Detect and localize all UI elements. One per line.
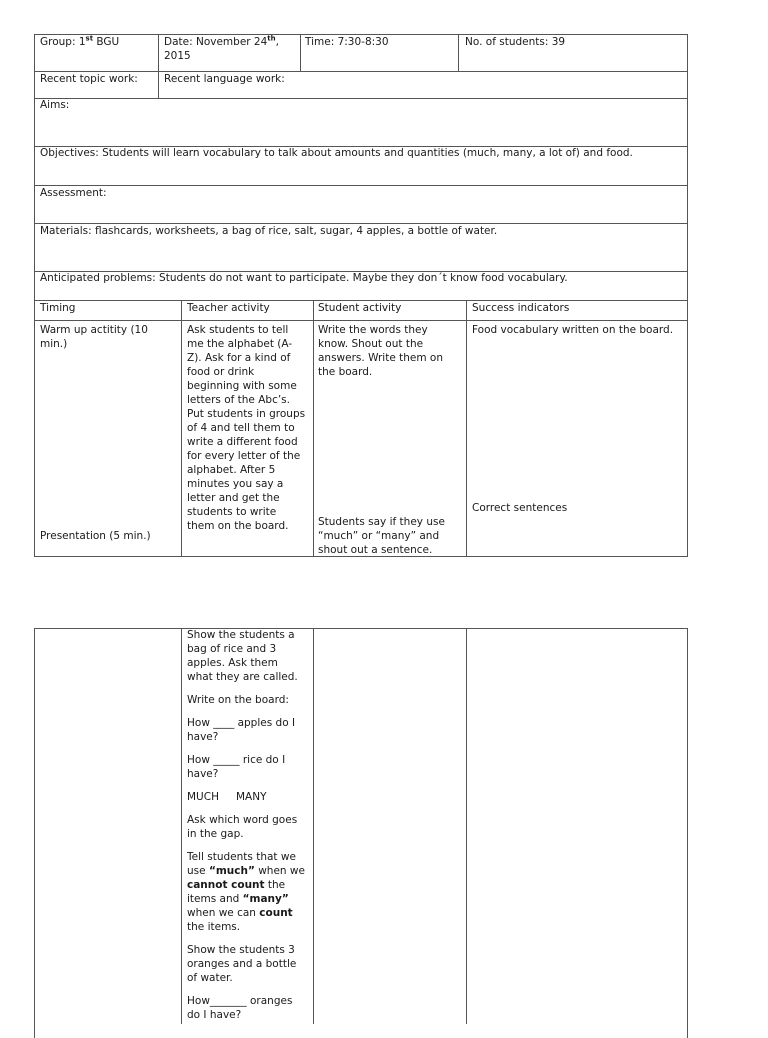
text-line: Put students in groups [187,408,306,420]
text-line: bag of rice and 3 [187,643,277,655]
text-line: Show the students a [187,629,295,641]
date-cell: Date: November 24th, [164,34,279,48]
text-line: food or drink [187,366,255,378]
text-line: oranges and a bottle [187,958,297,970]
col-divider [181,300,182,557]
col-divider [313,300,314,557]
presentation-student-activity [318,515,445,557]
col-divider [158,34,159,98]
warmup-student-activity [318,323,443,379]
text-line: Ask students to tell [187,324,289,336]
text-line: what they are called. [187,671,298,683]
text-line: Z). Ask for a kind of [187,352,291,364]
success-indicator-2: Correct sentences [472,502,568,514]
warmup-timing-line1: Warm up actitity (10 [40,324,148,336]
text-line: of 4 and tell them to [187,422,295,434]
lesson-plan-table-continued [34,628,688,1038]
para-much-many-rule: Tell students that we use “much” when we cannot count the items and “many” when we can count the items. [187,851,305,933]
row-divider [34,185,688,186]
text-line: minutes you say a [187,478,284,490]
col-divider [300,34,301,71]
text-line: answers. Write them on [318,352,444,364]
date-year: 2015 [164,50,191,62]
warmup-timing-line2: min.) [40,338,68,350]
col-divider [466,628,467,1024]
text-line: How _____ rice do I [187,754,286,766]
para-how-rice [187,753,311,781]
text-line: letter and get the [187,492,280,504]
text-line: Ask which word goes [187,814,298,826]
text-line: Show the students 3 [187,944,295,956]
col-header-student: Student activity [318,302,402,314]
text-line: students to write [187,506,277,518]
time-cell: Time: 7:30-8:30 [305,36,389,48]
assessment-label: Assessment: [40,187,107,199]
success-indicator-1: Food vocabulary written on the board. [472,324,674,336]
group-cell: Group: 1st BGU [40,34,120,48]
text-line: for every letter of the [187,450,301,462]
recent-language-label: Recent language work: [164,73,285,85]
recent-topic-label: Recent topic work: [40,73,138,85]
col-divider [466,300,467,557]
para-how-oranges: How_______ oranges do I have? [187,995,293,1021]
presentation-teacher-activity [187,628,311,1031]
para-ask-gap [187,813,311,841]
text-line: “much” or “many” and [318,530,440,542]
row-divider [34,98,688,99]
students-cell: No. of students: 39 [465,36,566,48]
text-line: apples. Ask them [187,657,278,669]
para-write-board: Write on the board: [187,694,289,706]
para-how-apples [187,716,311,744]
text-line: beginning with some [187,380,297,392]
text-line: shout out a sentence. [318,544,433,556]
anticipated-problems-text: Anticipated problems: Students do not want to participate. Maybe they don´t know food vocabulary. [40,272,568,284]
aims-label: Aims: [40,99,70,111]
col-divider [181,628,182,1024]
text-line: the board. [318,366,373,378]
text-line: Write the words they [318,324,428,336]
col-divider [313,628,314,1024]
warmup-teacher-activity [187,323,305,533]
lesson-plan-table [34,34,688,557]
col-divider [458,34,459,71]
text-line: letters of the Abc’s. [187,394,290,406]
text-line: write a different food [187,436,298,448]
presentation-timing: Presentation (5 min.) [40,530,151,542]
text-line: in the gap. [187,828,244,840]
col-header-teacher: Teacher activity [187,302,270,314]
text-line: Students say if they use [318,516,445,528]
text-line: have? [187,768,219,780]
para-much-many: MUCH MANY [187,791,267,803]
objectives-text: Objectives: Students will learn vocabulary to talk about amounts and quantities (much, many, a lot of) and food. [40,147,633,159]
text-line: alphabet. After 5 [187,464,276,476]
text-line: of water. [187,972,233,984]
col-header-success: Success indicators [472,302,570,314]
para-show-oranges [187,943,311,985]
col-header-timing: Timing [40,302,76,314]
text-line: How ____ apples do I [187,717,296,729]
para-show-rice [187,628,311,684]
materials-text: Materials: flashcards, worksheets, a bag of rice, salt, sugar, 4 apples, a bottle of water. [40,225,498,237]
text-line: me the alphabet (A- [187,338,293,350]
text-line: them on the board. [187,520,289,532]
text-line: know. Shout out the [318,338,424,350]
text-line: have? [187,731,219,743]
row-divider [34,320,688,321]
